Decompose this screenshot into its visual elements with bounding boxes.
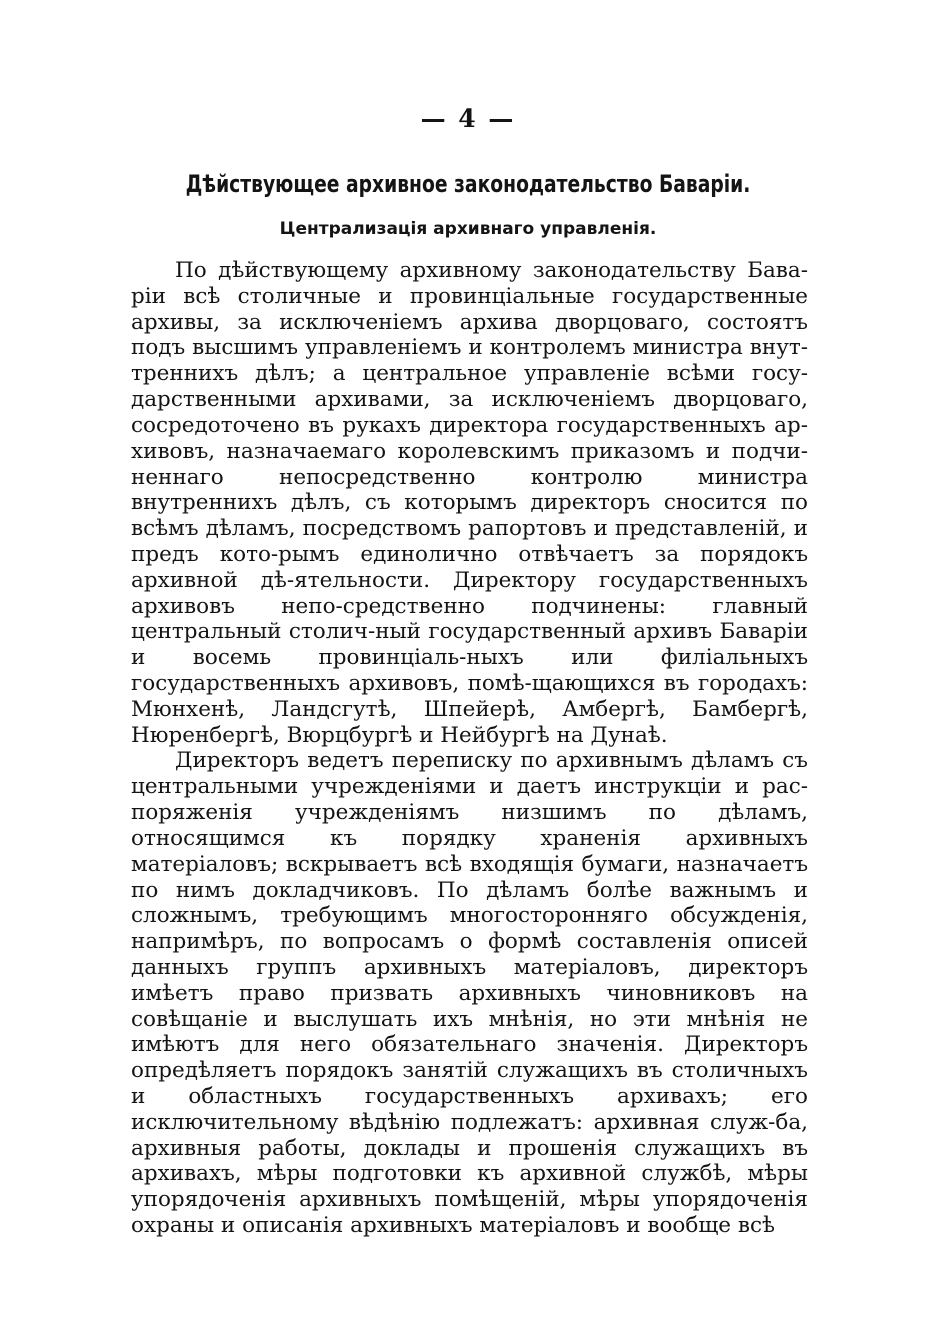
page-number: — 4 — [420, 104, 516, 133]
page-title: Дѣйствующее архивное законодательство Баварiи. [185, 170, 751, 198]
paragraph: По дѣйствующему архивному законодательству Бава-рiи всѣ столичные и провинцiальные государственные архивы, за исключенiемъ архива дворцоваго, состоятъ подъ высшимъ управленiемъ и контролемъ министра внут-треннихъ дѣлъ; а центральное управленiе всѣми госу-дарственными архивами, за исключенiемъ дворцоваго, сосредоточено въ рукахъ директора государственныхъ ар-хивовъ, назначаемаго королевскимъ приказомъ и подчи-неннаго непосредственно контролю министра внутреннихъ дѣлъ, съ которымъ директоръ сносится по всѣмъ дѣламъ, посредствомъ рапортовъ и представленiй, и предъ кото-рымъ единолично отвѣчаетъ за порядокъ архивной дѣ-ятельности. Директору государственныхъ архивовъ непо-средственно подчинены: главный центральный столич-ный государственный архивъ Баварiи и восемь провинцiаль-ныхъ или филiальныхъ государственныхъ архивовъ, помѣ-щающихся въ городахъ: Мюнхенѣ, Ландсгутѣ, Шпейерѣ, Амбергѣ, Бамбергѣ, Нюренбергѣ, Вюрцбургѣ и Нейбургѣ на Дунаѣ. [131, 258, 808, 748]
section-heading: Централизацiя архивнаго управленiя. [279, 219, 657, 239]
body-text [131, 258, 808, 1239]
paragraph: Директоръ ведетъ переписку по архивнымъ дѣламъ съ центральными учрежденiями и даетъ инструкцiи и рас-поряженiя учрежденiямъ низшимъ по дѣламъ, относящимся къ порядку храненiя архивныхъ матерiаловъ; вскрываетъ всѣ входящiя бумаги, назначаетъ по нимъ докладчиковъ. По дѣламъ болѣе важнымъ и сложнымъ, требующимъ многосторонняго обсужденiя, напримѣръ, по вопросамъ о формѣ составленiя описей данныхъ группъ архивныхъ матерiаловъ, директоръ имѣетъ право призвать архивныхъ чиновниковъ на совѣщанiе и выслушать ихъ мнѣнiя, но эти мнѣнiя не имѣютъ для него обязательнаго значенiя. Директоръ опредѣляетъ порядокъ занятiй служащихъ въ столичныхъ и областныхъ государственныхъ архивахъ; его исключительному вѣдѣнiю подлежатъ: архивная служ-ба, архивныя работы, доклады и прошенiя служащихъ въ архивахъ, мѣры подготовки къ архивной службѣ, мѣры упорядоченiя архивныхъ помѣщенiй, мѣры упорядоченiя охраны и описанiя архивныхъ матерiаловъ и вообще всѣ [131, 748, 808, 1239]
